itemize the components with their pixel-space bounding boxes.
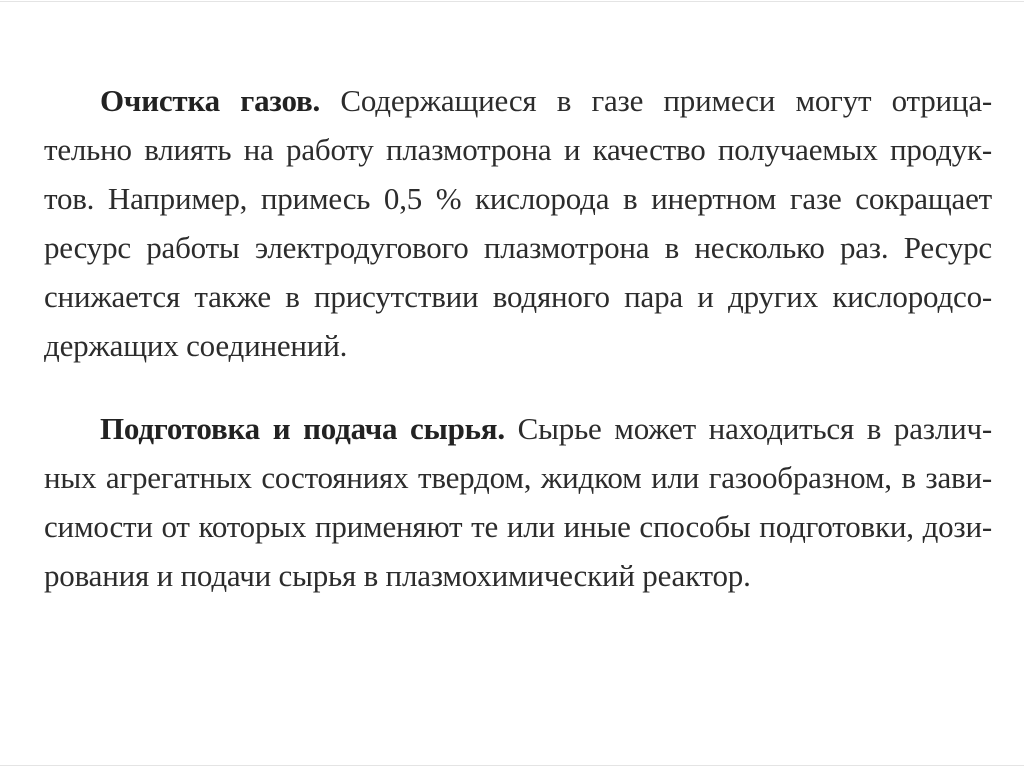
paragraph-heading: Подготовка и подача сырья. — [100, 411, 505, 446]
paragraph-gas-cleaning — [44, 76, 992, 370]
paragraph-line: рования и подачи сырья в плазмохимический реактор. — [44, 558, 751, 593]
paragraph-text: Сырье может находиться в различ- — [504, 411, 992, 446]
paragraph-raw-material — [44, 404, 992, 600]
paragraph-text: Содержащиеся в газе примеси могут отрица- — [320, 83, 993, 118]
paragraph-line: симости от которых применяют те или иные способы подготовки, дози- — [44, 509, 992, 544]
paragraph-line: тельно влиять на работу плазмотрона и качество получаемых продук- — [44, 132, 992, 167]
paragraph-heading: Очистка газов. — [100, 83, 321, 118]
paragraph-line: ресурс работы электродугового плазмотрона в несколько раз. Ресурс — [44, 230, 992, 265]
paragraph-line: ных агрегатных состояниях твердом, жидком или газообразном, в зави- — [44, 460, 992, 495]
paragraph-line: держащих соединений. — [44, 328, 348, 363]
paragraph-line — [44, 76, 992, 125]
paragraph-line: снижается также в присутствии водяного пара и других кислородсо- — [44, 279, 992, 314]
paragraph-line: тов. Например, примесь 0,5 % кислорода в инертном газе сокращает — [44, 181, 992, 216]
top-border — [0, 1, 1024, 2]
bottom-border — [0, 765, 1024, 766]
paragraph-line — [44, 404, 992, 453]
